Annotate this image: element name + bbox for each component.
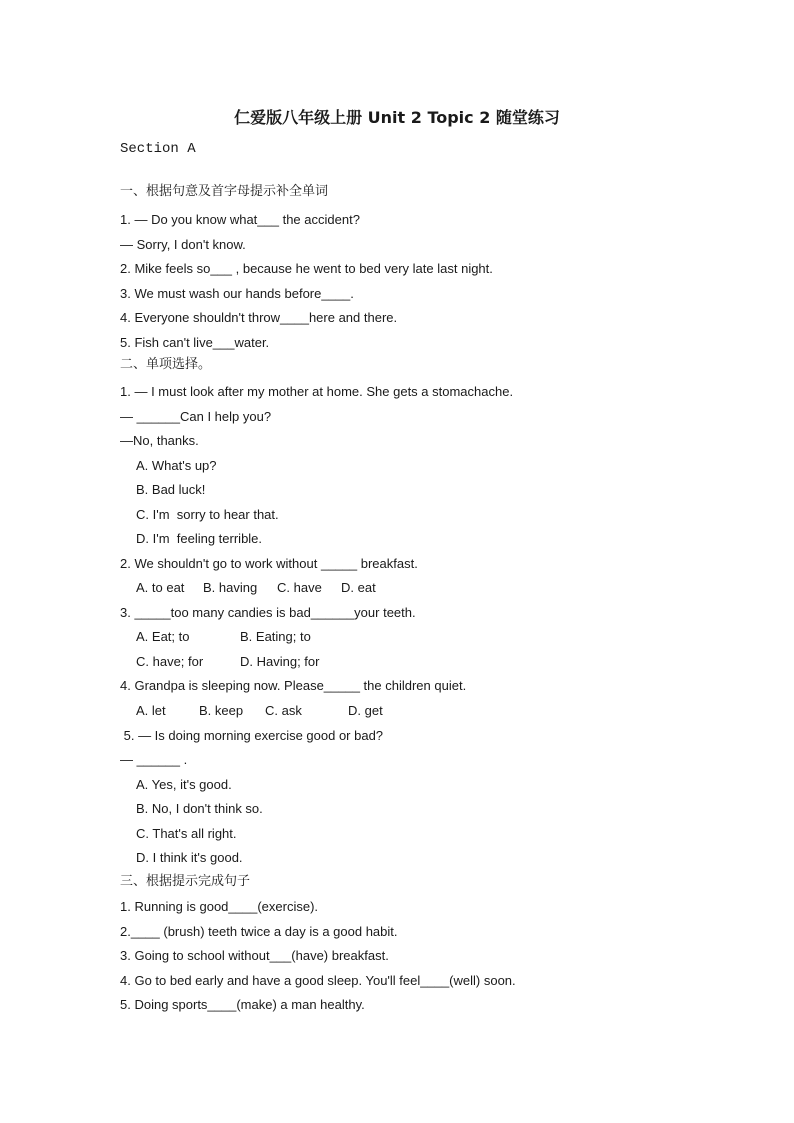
q4-option: A. let (136, 703, 166, 718)
q5-option: D. I think it's good. (136, 850, 243, 865)
page-title: 仁爱版八年级上册 Unit 2 Topic 2 随堂练习 (234, 108, 560, 127)
q4-stem: 4. Grandpa is sleeping now. Please_____ the children quiet. (120, 678, 467, 693)
q2-option: D. eat (341, 580, 376, 595)
q2-option: B. having (203, 580, 258, 595)
q4-option: C. ask (265, 703, 302, 718)
q5-line: 5. — Is doing morning exercise good or bad? (120, 728, 384, 743)
q3-option: B. Eating; to (240, 629, 311, 644)
part1-line: 4. Everyone shouldn't throw____here and there. (120, 310, 398, 325)
q1-option: D. I'm feeling terrible. (136, 531, 263, 546)
part3-line: 1. Running is good____(exercise). (120, 899, 319, 914)
q5-option: A. Yes, it's good. (136, 777, 232, 792)
q5-option: B. No, I don't think so. (136, 801, 263, 816)
part3-line: 4. Go to bed early and have a good sleep. You'll feel____(well) soon. (120, 973, 516, 988)
part3-line: 5. Doing sports____(make) a man healthy. (120, 997, 365, 1012)
q1-option: C. I'm sorry to hear that. (136, 507, 279, 522)
q1-line: 1. — I must look after my mother at home. She gets a stomachache. (120, 384, 514, 399)
q5-line: — ______ . (120, 752, 188, 767)
q1-option: B. Bad luck! (136, 482, 206, 497)
q3-option: D. Having; for (240, 654, 320, 669)
part1-line: 2. Mike feels so___ , because he went to bed very late last night. (120, 261, 493, 276)
part1-line: 5. Fish can't live___water. (120, 335, 270, 350)
q1-line: —No, thanks. (120, 433, 199, 448)
part3-heading: 三、根据提示完成句子 (120, 874, 251, 889)
q2-option: A. to eat (136, 580, 185, 595)
part2-heading: 二、单项选择。 (120, 357, 212, 372)
part3-line: 2.____ (brush) teeth twice a day is a good habit. (120, 924, 398, 939)
q1-option: A. What's up? (136, 458, 217, 473)
q1-line: — ______Can I help you? (120, 409, 272, 424)
section-label: Section A (120, 141, 196, 157)
q3-option: C. have; for (136, 654, 204, 669)
q2-option: C. have (277, 580, 322, 595)
q3-option: A. Eat; to (136, 629, 190, 644)
q4-option: B. keep (199, 703, 244, 718)
part3-line: 3. Going to school without___(have) breakfast. (120, 948, 389, 963)
q5-option: C. That's all right. (136, 826, 237, 841)
part1-line: — Sorry, I don't know. (120, 237, 246, 252)
q4-option: D. get (348, 703, 383, 718)
q2-stem: 2. We shouldn't go to work without _____ breakfast. (120, 556, 418, 571)
part1-line: 1. — Do you know what___ the accident? (120, 212, 360, 227)
q3-stem: 3. _____too many candies is bad______your teeth. (120, 605, 416, 620)
part1-line: 3. We must wash our hands before____. (120, 286, 354, 301)
part1-heading: 一、根据句意及首字母提示补全单词 (120, 184, 329, 199)
